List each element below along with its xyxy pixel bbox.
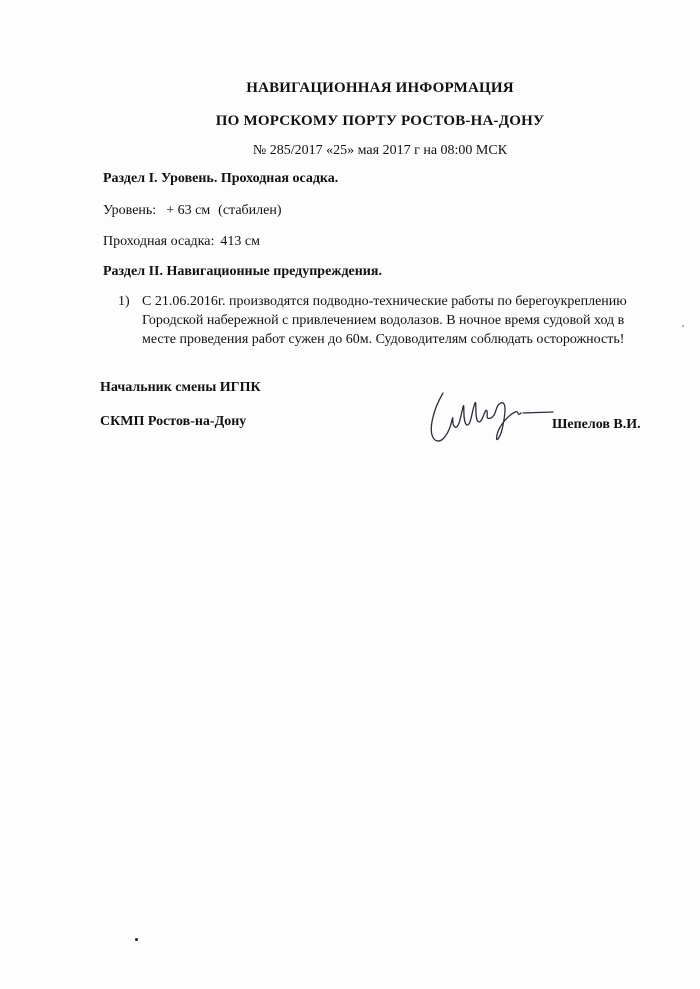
draft-label: Проходная осадка: <box>103 234 215 249</box>
scan-speck <box>682 325 684 327</box>
document-title: НАВИГАЦИОННАЯ ИНФОРМАЦИЯ <box>246 80 514 96</box>
document-number: № 285/2017 «25» мая 2017 г на 08:00 МСК <box>252 143 508 158</box>
scan-speck <box>135 938 138 941</box>
draft-value: 413 см <box>220 234 260 249</box>
list-item-number: 1) <box>118 294 130 309</box>
signatory-position-line2: СКМП Ростов-на-Дону <box>100 414 247 429</box>
list-item <box>118 292 658 349</box>
signature-icon <box>425 385 560 455</box>
section-1-heading: Раздел I. Уровень. Проходная осадка. <box>103 171 339 186</box>
list-item-text: С 21.06.2016г. производятся подводно-технические работы по берегоукреплению Городской набережной с привлечением водолазов. В ночное время судовой ход в месте проведения работ сужен до 60м. Судоводителям соблюдать осторожность! <box>142 294 627 347</box>
signatory-position-line1: Начальник смены ИГПК <box>100 380 261 395</box>
level-value: + 63 см <box>166 203 211 218</box>
section-2-heading: Раздел II. Навигационные предупреждения. <box>103 264 382 279</box>
level-label: Уровень: <box>103 203 157 218</box>
draft-row <box>103 234 260 250</box>
signatory-name: Шепелов В.И. <box>552 417 641 432</box>
document-subtitle: ПО МОРСКОМУ ПОРТУ РОСТОВ-НА-ДОНУ <box>215 113 545 129</box>
level-note: (стабилен) <box>218 203 282 218</box>
level-row <box>103 203 282 219</box>
